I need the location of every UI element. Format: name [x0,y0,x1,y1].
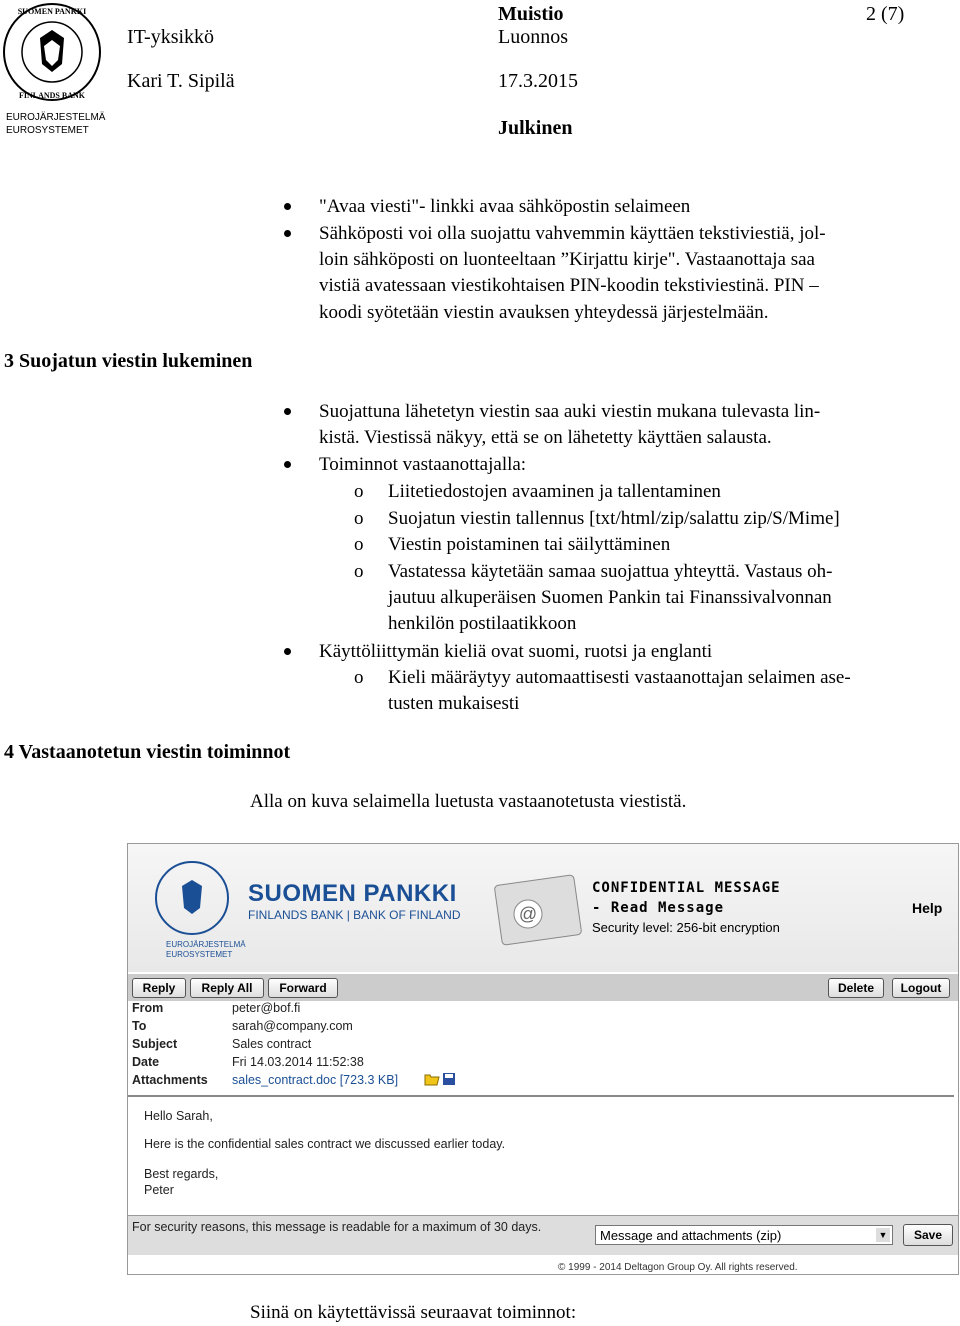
screenshot-bank-sub: FINLANDS BANK | BANK OF FINLAND [248,908,461,922]
screenshot-logo-caption-2: EUROSYSTEMET [166,950,233,959]
outro-text: Siinä on käytettävissä seuraavat toiminnot: [250,1302,577,1323]
screenshot-subtitle: - Read Message [592,900,725,916]
logout-button[interactable]: Logout [892,978,950,998]
date-value: Fri 14.03.2014 11:52:38 [232,1055,364,1069]
bullet-dot [284,203,291,210]
from-value: peter@bof.fi [232,1001,301,1015]
message-toolbar [128,974,958,1001]
org-unit: IT-yksikkö [127,26,215,48]
subject-label: Subject [132,1037,178,1051]
attachments-label: Attachments [132,1073,208,1087]
svg-text:FINLANDS BANK: FINLANDS BANK [18,91,86,100]
classification: Julkinen [498,117,573,139]
sub-marker: o [354,534,364,555]
sub-item-text: Kieli määräytyy automaattisesti vastaanottajan selaimen ase- [388,667,851,688]
screenshot-banner [128,844,958,972]
bullet-text: Toiminnot vastaanottajalla: [319,454,527,475]
sub-item-text: jautuu alkuperäisen Suomen Pankin tai Finanssivalvonnan [388,587,832,608]
svg-text:SUOMEN PANKKI: SUOMEN PANKKI [17,7,87,16]
logo-caption-1: EUROJÄRJESTELMÄ [6,112,106,123]
logo-caption-2: EUROSYSTEMET [6,125,89,136]
sub-item-text: Viestin poistaminen tai säilyttäminen [388,534,671,555]
reply-all-button[interactable]: Reply All [190,978,264,998]
bullet-text: "Avaa viesti"- linkki avaa sähköpostin selaimeen [319,196,691,217]
bullet-dot [284,648,291,655]
section-heading-4: 4 Vastaanotetun viestin toiminnot [4,741,291,763]
bullet-text: Sähköposti voi olla suojattu vahvemmin käyttäen tekstiviestiä, jol- [319,223,826,244]
svg-text:@: @ [518,904,538,924]
attachment-link[interactable]: sales_contract.doc [723.3 KB] [232,1073,399,1087]
from-label: From [132,1001,164,1015]
subject-value: Sales contract [232,1037,312,1051]
body-signature: Peter [144,1183,174,1197]
forward-button[interactable]: Forward [268,978,338,998]
sub-marker: o [354,508,364,529]
bullet-text: kistä. Viestissä näkyy, että se on lähetetty käyttäen salausta. [319,427,772,448]
author: Kari T. Sipilä [127,70,235,92]
bullet-text: Suojattuna lähetetyn viestin saa auki viestin mukana tulevasta lin- [319,401,821,422]
open-folder-icon[interactable] [424,1072,440,1086]
save-button[interactable]: Save [903,1224,953,1246]
screenshot-bank-name: SUOMEN PANKKI [248,880,457,907]
message-screenshot [127,843,959,1275]
security-note: For security reasons, this message is readable for a maximum of 30 days. [132,1220,542,1234]
body-text: Here is the confidential sales contract we discussed earlier today. [144,1137,506,1151]
chevron-down-icon: ▼ [876,1228,890,1242]
screenshot-title: CONFIDENTIAL MESSAGE [592,880,781,896]
doc-date: 17.3.2015 [498,70,578,92]
bank-logo [0,0,104,140]
save-format-value: Message and attachments (zip) [600,1228,782,1243]
page-number: 2 (7) [866,3,905,25]
bullet-text: loin sähköposti on luonteeltaan ”Kirjattu kirje". Vastaanottaja saa [319,249,815,270]
intro-text: Alla on kuva selaimella luetusta vastaanotetusta viestistä. [250,791,687,812]
body-closing: Best regards, [144,1167,219,1181]
bullet-dot [284,461,291,468]
sub-item-text: henkilön postilaatikkoon [388,613,577,634]
save-format-select[interactable] [595,1225,893,1245]
delete-button[interactable]: Delete [828,978,884,998]
bullet-dot [284,408,291,415]
sub-item-text: Liitetiedostojen avaaminen ja tallentaminen [388,481,721,502]
sub-marker: o [354,481,364,502]
sub-marker: o [354,561,364,582]
bullet-text: vistiä avatessaan viestikohtaisen PIN-koodin tekstiviestinä. PIN – [319,275,819,296]
reply-button[interactable]: Reply [132,978,186,998]
bullet-text: koodi syötetään viestin avauksen yhteydessä järjestelmään. [319,302,769,323]
sub-item-text: Vastatessa käytetään samaa suojattua yhteyttä. Vastaus oh- [388,561,833,582]
date-label: Date [132,1055,160,1069]
to-label: To [132,1019,147,1033]
to-value: sarah@company.com [232,1019,353,1033]
bullet-dot [284,230,291,237]
section-heading-3: 3 Suojatun viestin lukeminen [4,350,253,372]
save-disk-icon[interactable] [442,1072,456,1086]
sub-item-text: Suojatun viestin tallennus [txt/html/zip/salattu zip/S/Mime] [388,508,840,529]
security-level: Security level: 256-bit encryption [592,920,780,935]
envelope-icon [492,866,584,954]
help-link[interactable]: Help [912,900,943,916]
bullet-text: Käyttöliittymän kieliä ovat suomi, ruotsi ja englanti [319,641,713,662]
screenshot-copyright: © 1999 - 2014 Deltagon Group Oy. All rights reserved. [558,1262,798,1273]
message-body [128,1095,954,1217]
sub-item-text: tusten mukaisesti [388,693,520,714]
screenshot-footer [128,1215,958,1255]
screenshot-logo-caption-1: EUROJÄRJESTELMÄ [166,940,246,949]
body-greeting: Hello Sarah, [144,1109,213,1123]
doc-type: Muistio [498,3,564,25]
doc-status: Luonnos [498,26,568,48]
sub-marker: o [354,667,364,688]
